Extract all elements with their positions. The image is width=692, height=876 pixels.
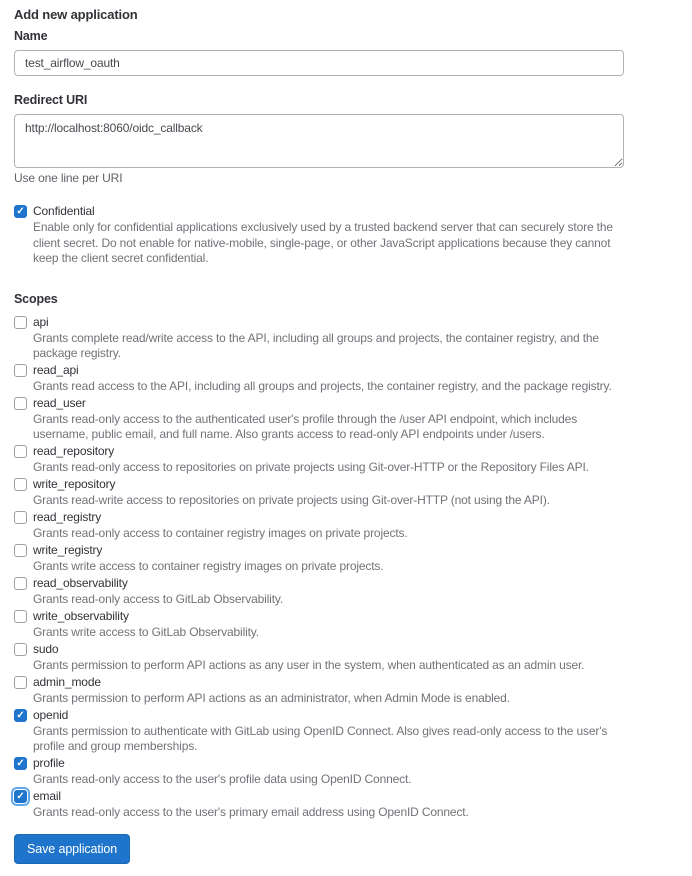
scope-checkbox-read_repository[interactable]	[14, 445, 27, 458]
scope-checkbox-admin_mode[interactable]	[14, 676, 27, 689]
scope-label-write_observability[interactable]: write_observability	[33, 608, 129, 623]
scope-item	[14, 396, 624, 442]
scope-item	[14, 510, 624, 541]
scope-description: Grants read-only access to repositories on private projects using Git-over-HTTP or the Repository Files API.	[33, 459, 589, 474]
scope-checkbox-openid[interactable]	[14, 709, 27, 722]
scope-item	[14, 789, 624, 820]
scope-description: Grants read-only access to the authenticated user's profile through the /user API endpoint, which includes username, public email, and full name. Also grants access to read-only API endpoints under /users.	[33, 411, 578, 441]
scope-label-read_api[interactable]: read_api	[33, 362, 79, 377]
scope-label-read_repository[interactable]: read_repository	[33, 443, 115, 458]
scope-checkbox-sudo[interactable]	[14, 643, 27, 656]
check-icon: ✓	[16, 206, 25, 217]
scope-label-write_repository[interactable]: write_repository	[33, 476, 116, 491]
scope-label-read_observability[interactable]: read_observability	[33, 575, 128, 590]
scopes-label: Scopes	[14, 291, 58, 306]
name-input[interactable]	[14, 50, 624, 76]
page-title: Add new application	[14, 7, 138, 22]
scope-checkbox-read_observability[interactable]	[14, 577, 27, 590]
redirect-uri-textarea[interactable]	[14, 114, 624, 168]
scope-checkbox-write_observability[interactable]	[14, 610, 27, 623]
check-icon: ✓	[16, 790, 25, 802]
scope-label-read_registry[interactable]: read_registry	[33, 509, 102, 524]
scope-item	[14, 315, 624, 361]
scope-label-openid[interactable]: openid	[33, 707, 69, 722]
scope-checkbox-write_repository[interactable]	[14, 478, 27, 491]
scope-label-sudo[interactable]: sudo	[33, 641, 59, 656]
scope-description: Grants write access to GitLab Observability.	[33, 624, 259, 639]
redirect-uri-label: Redirect URI	[14, 93, 88, 107]
scope-item	[14, 675, 624, 706]
scope-item	[14, 363, 624, 394]
confidential-item	[14, 204, 624, 267]
scope-item	[14, 576, 624, 607]
scope-label-profile[interactable]: profile	[33, 755, 65, 770]
scope-label-email[interactable]: email	[33, 788, 61, 803]
scope-label-admin_mode[interactable]: admin_mode	[33, 674, 101, 689]
scope-item	[14, 477, 624, 508]
check-icon: ✓	[16, 709, 25, 721]
scope-checkbox-read_user[interactable]	[14, 397, 27, 410]
scopes-list	[14, 315, 624, 820]
scope-item	[14, 708, 624, 754]
check-icon: ✓	[16, 757, 25, 769]
scope-checkbox-api[interactable]	[14, 316, 27, 329]
scope-description: Grants read-only access to the user's profile data using OpenID Connect.	[33, 771, 412, 786]
scope-description: Grants read-write access to repositories on private projects using Git-over-HTTP (not using the API).	[33, 492, 550, 507]
scope-description: Grants read-only access to container registry images on private projects.	[33, 525, 408, 540]
scope-description: Grants permission to perform API actions as an administrator, when Admin Mode is enabled.	[33, 690, 510, 705]
confidential-label[interactable]: Confidential	[33, 204, 95, 218]
scope-description: Grants permission to authenticate with GitLab using OpenID Connect. Also gives read-only access to the user's profile and group memberships.	[33, 723, 608, 753]
scope-label-read_user[interactable]: read_user	[33, 395, 86, 410]
scope-description: Grants permission to perform API actions as any user in the system, when authenticated as an admin user.	[33, 657, 585, 672]
scope-checkbox-write_registry[interactable]	[14, 544, 27, 557]
scope-item	[14, 756, 624, 787]
scope-item	[14, 543, 624, 574]
confidential-checkbox[interactable]	[14, 205, 27, 218]
scope-checkbox-email[interactable]	[14, 790, 27, 803]
save-application-button[interactable]: Save application	[14, 834, 130, 864]
scope-description: Grants read-only access to the user's primary email address using OpenID Connect.	[33, 804, 469, 819]
redirect-uri-help: Use one line per URI	[14, 171, 123, 185]
scope-description: Grants write access to container registry images on private projects.	[33, 558, 384, 573]
scope-description: Grants read-only access to GitLab Observability.	[33, 591, 284, 606]
name-label: Name	[14, 29, 48, 43]
scope-label-api[interactable]: api	[33, 314, 49, 329]
scope-item	[14, 444, 624, 475]
scope-description: Grants complete read/write access to the API, including all groups and projects, the container registry, and the package registry.	[33, 330, 599, 360]
confidential-description: Enable only for confidential applications exclusively used by a trusted backend server that can securely store the client secret. Do not enable for native-mobile, single-page, or other JavaScript applications because they cannot keep the client secret confidential.	[33, 220, 613, 265]
scope-checkbox-read_registry[interactable]	[14, 511, 27, 524]
scope-description: Grants read access to the API, including all groups and projects, the container registry, and the package registry.	[33, 378, 612, 393]
scope-checkbox-read_api[interactable]	[14, 364, 27, 377]
scope-item	[14, 609, 624, 640]
scope-label-write_registry[interactable]: write_registry	[33, 542, 103, 557]
scope-checkbox-profile[interactable]	[14, 757, 27, 770]
scope-item	[14, 642, 624, 673]
